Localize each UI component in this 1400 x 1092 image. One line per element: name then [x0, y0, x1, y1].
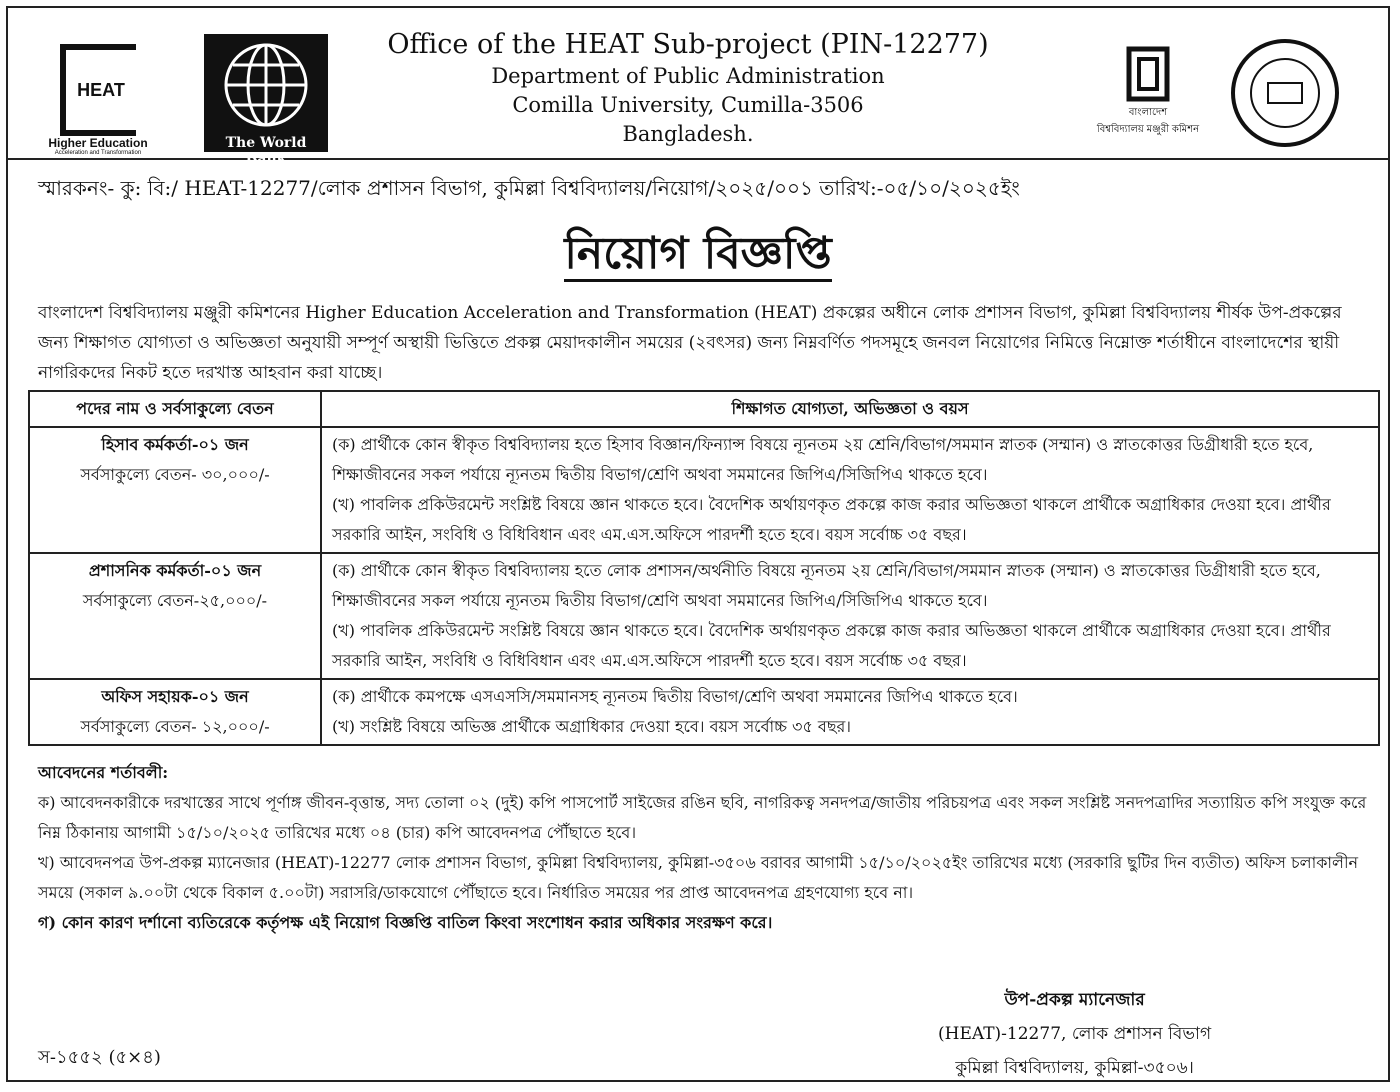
university-seal-icon — [1228, 38, 1343, 148]
ugc-emblem-icon — [1126, 46, 1170, 102]
office-title: Office of the HEAT Sub-project (PIN-12277) — [387, 29, 989, 60]
application-conditions: আবেদনের শর্তাবলী: ক) আবেদনকারীকে দরখাস্তের সাথে পূর্ণাঙ্গ জীবন-বৃত্তান্ত, সদ্য তোলা ০২ (দুই) কপি পাসপোর্ট সাইজের রঙিন ছবি, নাগরিকত্ব সনদপত্র/জাতীয় পরিচয়পত্র এবং সকল সংশ্লিষ্ট সনদপত্রাদির সত্যায়িত কপি সংযুক্ত করে নিম্ন ঠিকানায় আগামী ১৫/১০/২০২৫ তারিখের মধ্যে ০৪ (চার) কপি আবেদনপত্র পৌঁছাতে হবে। খ) আবেদনপত্র উপ-প্রকল্প ম্যানেজার (HEAT)-12277 লোক প্রশাসন বিভাগ, কুমিল্লা বিশ্ববিদ্যালয়, কুমিল্লা-৩৫০৬ বরাবর আগামী ১৫/১০/২০২৫ইং তারিখের মধ্যে (সরকারি ছুটির দিন ব্যতীত) অফিস চলাকালীন সময়ে (সকাল ৯.০০টা থেকে বিকাল ৫.০০টা) সরাসরি/ডাকযোগে পৌঁছাতে হবে। নির্ধারিত সময়ের পর প্রাপ্ত আবেদনপত্র গ্রহণযোগ্য হবে না। গ) কোন কারণ দর্শানো ব্যতিরেকে কর্তৃপক্ষ এই নিয়োগ বিজ্ঞপ্তি বাতিল কিংবা সংশোধন করার অধিকার সংরক্ষণ করে। — [38, 763, 1367, 932]
table-row: প্রশাসনিক কর্মকর্তা-০১ জন সর্বসাকুল্যে বেতন-২৫,০০০/- (ক) প্রার্থীকে কোন স্বীকৃত বিশ্ববিদ্যালয় হতে লোক প্রশাসন/অর্থনীতি বিষয়ে ন্যূনতম ২য় শ্রেনি/বিভাগ/সমমান স্নাতক (সম্মান) ও স্নাতকোত্তর ডিগ্রীধারী হতে হবে, শিক্ষাজীবনের সকল পর্যায়ে ন্যূনতম দ্বিতীয় বিভাগ/শ্রেণি অথবা সমমানের জিপিএ/সিজিপিএ থাকতে হবে। (খ) পাবলিক প্রকিউরমেন্ট সংশ্লিষ্ট বিষয়ে জ্ঞান থাকতে হবে। বৈদেশিক অর্থায়ণকৃত প্রকল্পে কাজ করার অভিজ্ঞতা থাকলে প্রার্থীকে অগ্রাধিকার দেওয়া হবে। প্রার্থীর সরকারি আইন, সংবিধি ও বিধিবিধান এবং এম.এস.অফিসে পারদর্শী হতে হবে। বয়স সর্বোচ্চ ৩৫ বছর। — [29, 553, 1379, 679]
intro-paragraph: বাংলাদেশ বিশ্ববিদ্যালয় মঞ্জুরী কমিশনের Higher Education Acceleration and Transformation (HEAT) প্রকল্পের অধীনে লোক প্রশাসন বিভাগ, কুমিল্লা বিশ্ববিদ্যালয় শীর্ষক উপ-প্রকল্পের জন্য শিক্ষাগত যোগ্যতা ও অভিজ্ঞতা অনুযায়ী সম্পূর্ণ অস্থায়ী ভিত্তিতে প্রকল্প মেয়াদকালীন সময়ের (২বৎসর) জন্য নিম্নবর্ণিত পদসমূহে জনবল নিয়োগের নিমিত্তে নিম্নোক্ত শর্তাধীনে বাংলাদেশের স্থায়ী নাগরিকদের নিকট হতে দরখাস্ত আহবান করা যাচ্ছে। — [38, 303, 1342, 383]
table-row: অফিস সহায়ক-০১ জন সর্বসাকুল্যে বেতন- ১২,০০০/- (ক) প্রার্থীকে কমপক্ষে এসএসসি/সমমানসহ ন্যূনতম দ্বিতীয় বিভাগ/শ্রেণি অথবা সমমানের জিপিএ থাকতে হবে। (খ) সংশ্লিষ্ট বিষয়ে অভিজ্ঞ প্রার্থীকে অগ্রাধিকার দেওয়া হবে। বয়স সর্বোচ্চ ৩৫ বছর। — [29, 679, 1379, 745]
globe-icon — [221, 40, 311, 130]
table-row: হিসাব কর্মকর্তা-০১ জন সর্বসাকুল্যে বেতন- ৩০,০০০/- (ক) প্রার্থীকে কোন স্বীকৃত বিশ্ববিদ্যালয় হতে হিসাব বিজ্ঞান/ফিন্যান্স বিষয়ে ন্যূনতম ২য় শ্রেনি/বিভাগ/সমমান স্নাতক (সম্মান) ও স্নাতকোত্তর ডিগ্রীধারী হতে হবে, শিক্ষাজীবনের সকল পর্যায়ে ন্যূনতম দ্বিতীয় বিভাগ/শ্রেণি অথবা সমমানের জিপিএ/সিজিপিএ থাকতে হবে। (খ) পাবলিক প্রকিউরমেন্ট সংশ্লিষ্ট বিষয়ে জ্ঞান থাকতে হবে। বৈদেশিক অর্থায়ণকৃত প্রকল্পে কাজ করার অভিজ্ঞতা থাকলে প্রার্থীকে অগ্রাধিকার দেওয়া হবে। প্রার্থীর সরকারি আইন, সংবিধি ও বিধিবিধান এবং এম.এস.অফিসে পারদর্শী হতে হবে। বয়স সর্বোচ্চ ৩৫ বছর। — [29, 427, 1379, 553]
notice-title: নিয়োগ বিজ্ঞপ্তি — [8, 220, 1388, 293]
circular-page — [6, 6, 1390, 1082]
world-bank-logo: The World Bank — [204, 34, 328, 152]
memo-reference: স্মারকনং- কু: বি:/ HEAT-12277/লোক প্রশাসন বিভাগ, কুমিল্লা বিশ্ববিদ্যালয়/নিয়োগ/২০২৫/০০১ তারিখ:-০৫/১০/২০২৫ইং — [38, 176, 1020, 200]
signature-block: উপ-প্রকল্প ম্যানেজার (HEAT)-12277, লোক প্রশাসন বিভাগ কুমিল্লা বিশ্ববিদ্যালয়, কুমিল্লা-৩৫০৬। — [938, 990, 1212, 1078]
ad-code: স-১৫৫২ (৫×৪) — [38, 1047, 161, 1068]
letterhead: HEAT Higher Education Acceleration and Transformation The World Bank Office of the HEAT Sub-project (PIN-12277) Department of Public Administration Comilla University, Cumilla-3506 Bangladesh. বাংলাদেশ বিশ্ববিদ্যালয় মঞ্জুরী কমিশন — [8, 8, 1388, 160]
comilla-university-seal — [1220, 38, 1350, 153]
heat-logo: HEAT Higher Education Acceleration and Transformation — [38, 44, 158, 156]
positions-table: পদের নাম ও সর্বসাকুল্যে বেতন শিক্ষাগত যোগ্যতা, অভিজ্ঞতা ও বয়স হিসাব কর্মকর্তা-০১ জন সর্বসাকুল্যে বেতন- ৩০,০০০/- (ক) প্রার্থীকে কোন স্বীকৃত বিশ্ববিদ্যালয় হতে হিসাব বিজ্ঞান/ফিন্যান্স বিষয়ে ন্যূনতম ২য় শ্রেনি/বিভাগ/সমমান স্নাতক (সম্মান) ও স্নাতকোত্তর ডিগ্রীধারী হতে হবে, শিক্ষাজীবনের সকল পর্যায়ে ন্যূনতম দ্বিতীয় বিভাগ/শ্রেণি অথবা সমমানের জিপিএ/সিজিপিএ থাকতে হবে। (খ) পাবলিক প্রকিউরমেন্ট সংশ্লিষ্ট বিষয়ে জ্ঞান থাকতে হবে। বৈদেশিক অর্থায়ণকৃত প্রকল্পে কাজ করার অভিজ্ঞতা থাকলে প্রার্থীকে অগ্রাধিকার দেওয়া হবে। প্রার্থীর সরকারি আইন, সংবিধি ও বিধিবিধান এবং এম.এস.অফিসে পারদর্শী হতে হবে। বয়স সর্বোচ্চ ৩৫ বছর। প্রশাসনিক কর্মকর্তা-০১ জন সর্বসাকুল্যে বেতন-২৫,০০০/- (ক) প্রার্থীকে কোন স্বীকৃত বিশ্ববিদ্যালয় হতে লোক প্রশাসন/অর্থনীতি বিষয়ে ন্যূনতম ২য় শ্রেনি/বিভাগ/সমমান স্নাতক (সম্মান) ও স্নাতকোত্তর ডিগ্রীধারী হতে হবে, শিক্ষাজীবনের সকল পর্যায়ে ন্যূনতম দ্বিতীয় বিভাগ/শ্রেণি অথবা সমমানের জিপিএ/সিজিপিএ থাকতে হবে। (খ) পাবলিক প্রকিউরমেন্ট সংশ্লিষ্ট বিষয়ে জ্ঞান থাকতে হবে। বৈদেশিক অর্থায়ণকৃত প্রকল্পে কাজ করার অভিজ্ঞতা থাকলে প্রার্থীকে অগ্রাধিকার দেওয়া হবে। প্রার্থীর সরকারি আইন, সংবিধি ও বিধিবিধান এবং এম.এস.অফিসে পারদর্শী হতে হবে। বয়স সর্বোচ্চ ৩৫ বছর। অফিস সহায়ক-০১ জন সর্বসাকুল্যে বেতন- ১২,০০০/- (ক) প্রার্থীকে কমপক্ষে এসএসসি/সমমানসহ ন্যূনতম দ্বিতীয় বিভাগ/শ্রেণি অথবা সমমানের জিপিএ থাকতে হবে। (খ) সংশ্লিষ্ট বিষয়ে অভিজ্ঞ প্রার্থীকে অগ্রাধিকার দেওয়া হবে। বয়স সর্বোচ্চ ৩৫ বছর। — [28, 390, 1380, 746]
ugc-logo: বাংলাদেশ বিশ্ববিদ্যালয় মঞ্জুরী কমিশন — [1088, 46, 1208, 139]
